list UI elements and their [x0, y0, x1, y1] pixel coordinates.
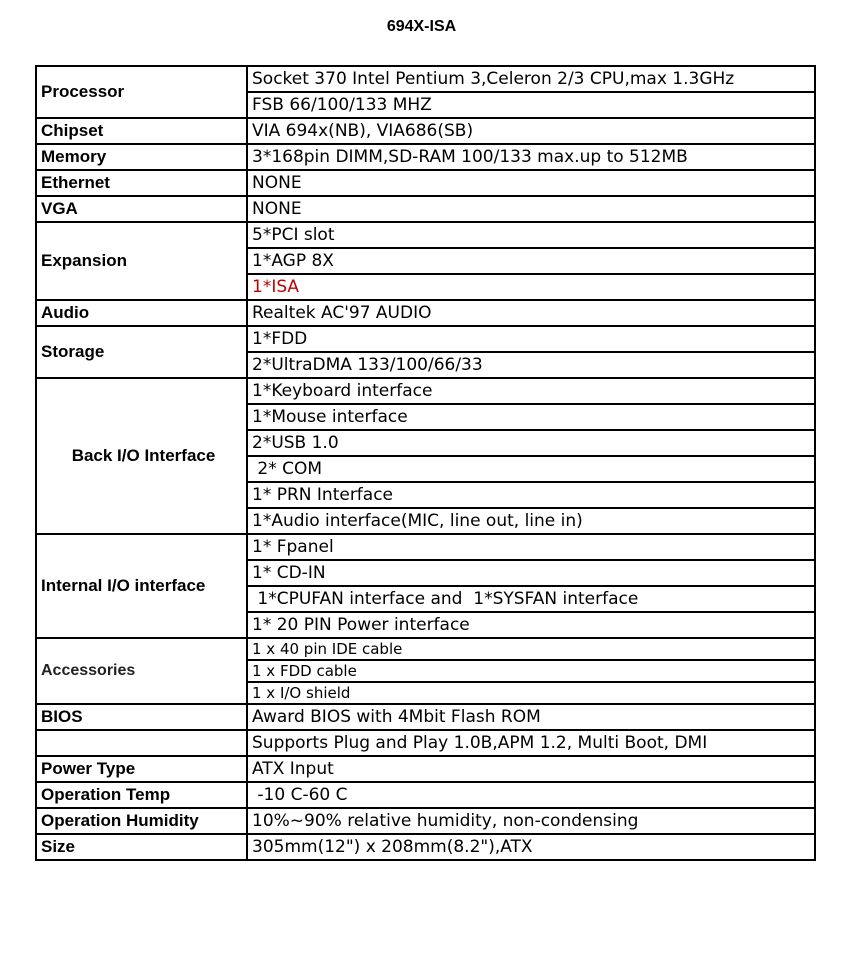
table-row: [36, 808, 815, 834]
back-io-label: Back I/O Interface: [36, 378, 247, 534]
back-io-value: 1*Keyboard interface: [247, 378, 815, 404]
back-io-value: 1*Audio interface(MIC, line out, line in): [247, 508, 815, 534]
internal-io-value: 1* CD-IN: [247, 560, 815, 586]
vga-value: NONE: [247, 196, 815, 222]
ethernet-label: Ethernet: [36, 170, 247, 196]
expansion-value: 1*AGP 8X: [247, 248, 815, 274]
accessories-value: 1 x FDD cable: [247, 660, 815, 682]
table-row: [36, 118, 815, 144]
table-row: [36, 782, 815, 808]
accessories-value: 1 x I/O shield: [247, 682, 815, 704]
back-io-value: 1*Mouse interface: [247, 404, 815, 430]
power-type-value: ATX Input: [247, 756, 815, 782]
memory-value: 3*168pin DIMM,SD-RAM 100/133 max.up to 512MB: [247, 144, 815, 170]
storage-value: 2*UltraDMA 133/100/66/33: [247, 352, 815, 378]
back-io-value: 2*USB 1.0: [247, 430, 815, 456]
accessories-value: 1 x 40 pin IDE cable: [247, 638, 815, 660]
expansion-label: Expansion: [36, 222, 247, 300]
empty-label-cell: [36, 730, 247, 756]
table-row: [36, 66, 815, 92]
processor-label: Processor: [36, 66, 247, 118]
table-row: [36, 170, 815, 196]
spec-table: [35, 65, 816, 861]
chipset-value: VIA 694x(NB), VIA686(SB): [247, 118, 815, 144]
processor-value: Socket 370 Intel Pentium 3,Celeron 2/3 CPU,max 1.3GHz: [247, 66, 815, 92]
table-row: [36, 638, 815, 660]
operation-humidity-label: Operation Humidity: [36, 808, 247, 834]
back-io-value: 2* COM: [247, 456, 815, 482]
bios-label: BIOS: [36, 704, 247, 730]
table-row: [36, 704, 815, 730]
operation-temp-label: Operation Temp: [36, 782, 247, 808]
power-type-label: Power Type: [36, 756, 247, 782]
page-title: 694X-ISA: [386, 18, 457, 35]
back-io-value: 1* PRN Interface: [247, 482, 815, 508]
processor-value: FSB 66/100/133 MHZ: [247, 92, 815, 118]
bios-value: Supports Plug and Play 1.0B,APM 1.2, Multi Boot, DMI: [247, 730, 815, 756]
expansion-value-highlight: 1*ISA: [247, 274, 815, 300]
storage-value: 1*FDD: [247, 326, 815, 352]
table-row: [36, 756, 815, 782]
audio-value: Realtek AC'97 AUDIO: [247, 300, 815, 326]
vga-label: VGA: [36, 196, 247, 222]
audio-label: Audio: [36, 300, 247, 326]
table-row: [36, 378, 815, 404]
table-row: [36, 222, 815, 248]
operation-temp-value: -10 C-60 C: [247, 782, 815, 808]
size-label: Size: [36, 834, 247, 860]
table-row: [36, 144, 815, 170]
internal-io-label: Internal I/O interface: [36, 534, 247, 638]
size-value: 305mm(12") x 208mm(8.2"),ATX: [247, 834, 815, 860]
internal-io-value: 1*CPUFAN interface and 1*SYSFAN interface: [247, 586, 815, 612]
memory-label: Memory: [36, 144, 247, 170]
internal-io-value: 1* Fpanel: [247, 534, 815, 560]
internal-io-value: 1* 20 PIN Power interface: [247, 612, 815, 638]
chipset-label: Chipset: [36, 118, 247, 144]
table-row: [36, 196, 815, 222]
operation-humidity-value: 10%~90% relative humidity, non-condensing: [247, 808, 815, 834]
table-row: [36, 534, 815, 560]
bios-value: Award BIOS with 4Mbit Flash ROM: [247, 704, 815, 730]
table-row: [36, 730, 815, 756]
ethernet-value: NONE: [247, 170, 815, 196]
accessories-label: Accessories: [36, 638, 247, 704]
table-row: [36, 326, 815, 352]
expansion-value: 5*PCI slot: [247, 222, 815, 248]
table-row: [36, 300, 815, 326]
table-row: [36, 834, 815, 860]
storage-label: Storage: [36, 326, 247, 378]
